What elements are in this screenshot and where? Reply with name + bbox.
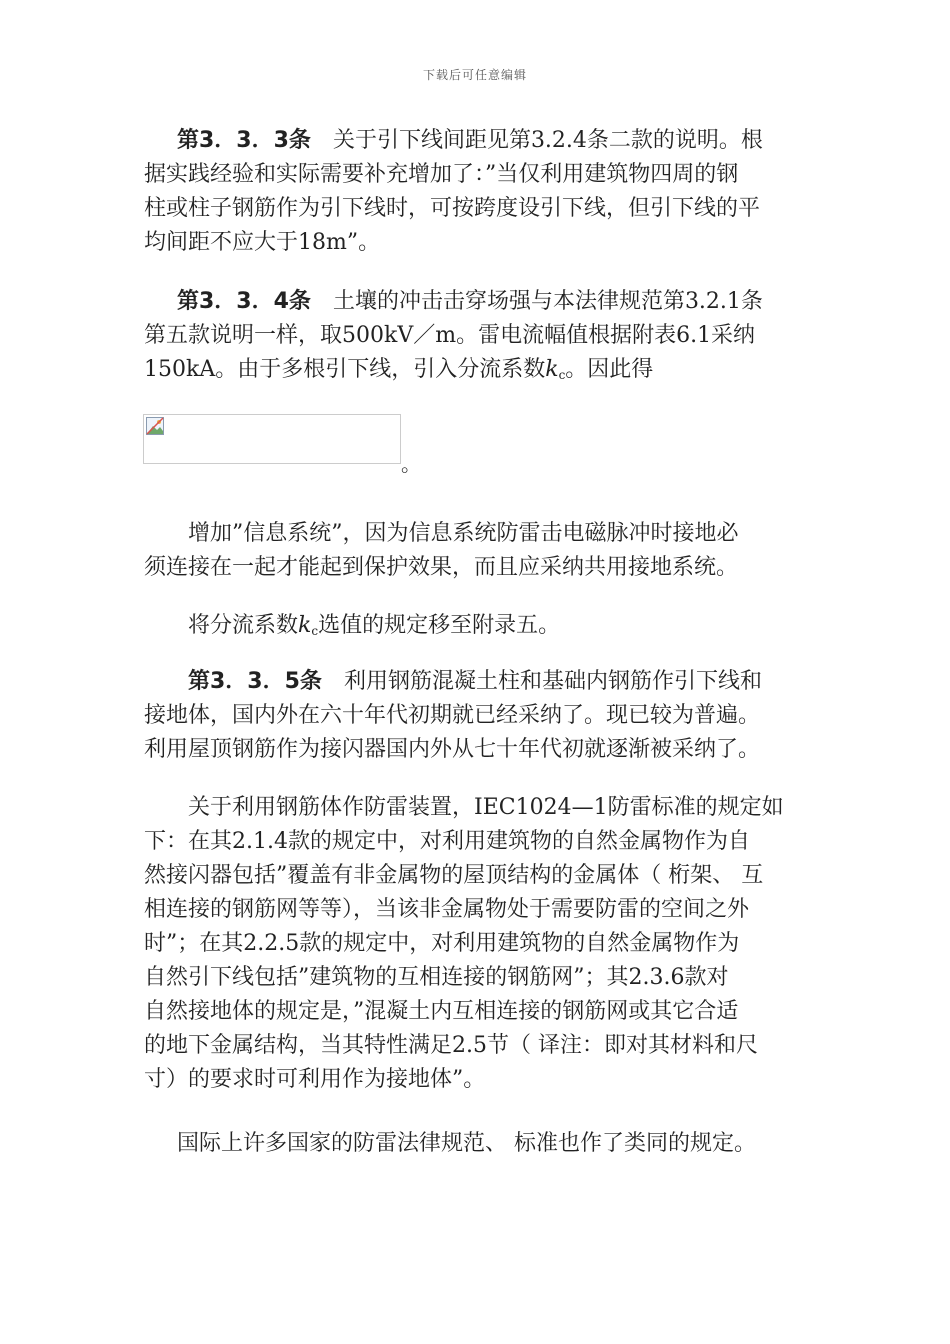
shunt-coefficient-line <box>144 609 809 648</box>
iec-line: 自然接地体的规定是，”混凝土内互相连接的钢筋网或其它合适 <box>144 999 739 1024</box>
shunt-coefficient-paragraph <box>144 609 809 648</box>
international-line: 国际上许多国家的防雷法律规范、 标准也作了类同的规定。 <box>177 1131 756 1156</box>
k-subscript: c <box>558 368 566 382</box>
k-symbol: k <box>298 613 312 638</box>
article-3-3-4-line-3-pre: 150kA。由于多根引下线，引入分流系数 <box>144 357 546 382</box>
k-subscript: c <box>311 624 319 638</box>
article-3-3-3-line-1 <box>144 124 809 158</box>
iec-line: 寸）的要求时可利用作为接地体”。 <box>144 1067 486 1092</box>
page-header: 下载后可任意编辑 <box>422 68 527 82</box>
info-system-line-2: 须连接在一起才能起到保护效果，而且应采纳共用接地系统。 <box>144 555 739 580</box>
article-3-3-5-line-1 <box>144 665 809 699</box>
article-3-3-3-line-2: 据实践经验和实际需要补充增加了：”当仅利用建筑物四周的钢 <box>144 162 739 187</box>
iec-line: 相连接的钢筋网等等），当该非金属物处于需要防雷的空间之外 <box>144 897 750 922</box>
broken-image-icon <box>146 417 164 435</box>
article-3-3-3 <box>144 124 809 260</box>
article-3-3-5-line-2: 接地体，国内外在六十年代初期就已经采纳了。现已较为普遍。 <box>144 703 761 728</box>
article-3-3-4-line-1-text: 土壤的冲击击穿场强与本法律规范第3.2.1条 <box>310 289 763 314</box>
iec-paragraph <box>144 791 809 1097</box>
article-3-3-4-label: 第3．3．4条 <box>177 289 311 314</box>
shunt-coefficient-pre: 将分流系数 <box>188 613 299 638</box>
iec-line: 关于利用钢筋体作防雷装置，IEC1024—1防雷标准的规定如 <box>188 795 784 820</box>
article-3-3-3-line-1-text: 关于引下线间距见第3.2.4条二款的说明。根 <box>310 128 763 153</box>
iec-line: 自然引下线包括”建筑物的互相连接的钢筋网”；其2.3.6款对 <box>144 965 729 990</box>
iec-line: 下：在其2.1.4款的规定中，对利用建筑物的自然金属物作为自 <box>144 829 750 854</box>
article-3-3-5-line-1-text: 利用钢筋混凝土柱和基础内钢筋作引下线和 <box>321 669 762 694</box>
article-3-3-5-label: 第3．3．5条 <box>188 669 322 694</box>
article-3-3-3-line-3: 柱或柱子钢筋作为引下线时，可按跨度设引下线，但引下线的平 <box>144 196 761 221</box>
info-system-paragraph <box>144 517 809 585</box>
iec-line: 的地下金属结构，当其特性满足2.5节（ 译注：即对其材料和尺 <box>144 1033 758 1058</box>
article-3-3-5 <box>144 665 809 767</box>
article-3-3-5-line-3: 利用屋顶钢筋作为接闪器国内外从七十年代初就逐渐被采纳了。 <box>144 737 761 762</box>
info-system-line-1: 增加”信息系统”，因为信息系统防雷击电磁脉冲时接地必 <box>188 521 739 546</box>
formula-period: 。 <box>401 452 421 476</box>
shunt-coefficient-post: 选值的规定移至附录五。 <box>318 613 561 638</box>
k-symbol: k <box>545 357 559 382</box>
international-paragraph <box>144 1127 809 1161</box>
iec-line: 时”；在其2.2.5款的规定中，对利用建筑物的自然金属物作为 <box>144 931 740 956</box>
article-3-3-4-line-2: 第五款说明一样，取500kV／m。雷电流幅值根据附表6.1采纳 <box>144 323 756 348</box>
article-3-3-4-line-1 <box>144 285 809 319</box>
article-3-3-4 <box>144 285 809 392</box>
article-3-3-3-label: 第3．3．3条 <box>177 128 311 153</box>
article-3-3-4-line-3 <box>144 353 809 392</box>
formula-image-placeholder <box>143 414 401 464</box>
iec-line: 然接闪器包括”覆盖有非金属物的屋顶结构的金属体（ 桁架、 互 <box>144 863 764 888</box>
article-3-3-4-line-3-post: 。因此得 <box>565 357 654 382</box>
article-3-3-3-line-4: 均间距不应大于18m”。 <box>144 230 381 255</box>
